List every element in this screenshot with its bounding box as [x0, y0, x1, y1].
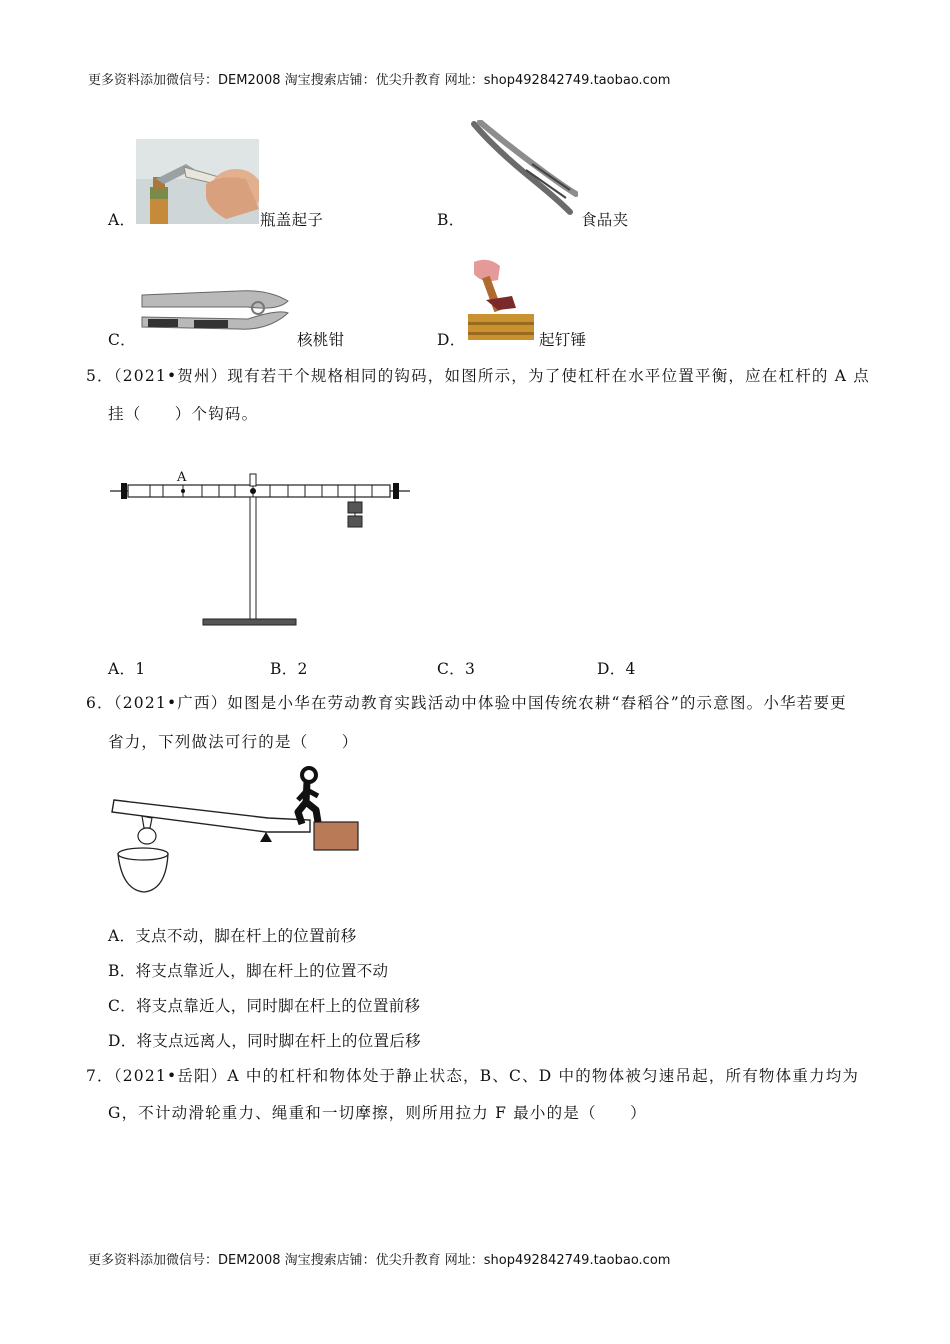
lever-point-a-label: A	[177, 470, 187, 485]
q6-stem-line2: 省力，下列做法可行的是（ ）	[108, 733, 359, 751]
q6-option-d: D．将支点远离人，同时脚在杆上的位置后移	[108, 1032, 421, 1050]
q4-option-c-letter: C．	[108, 331, 136, 349]
q5-option-b: B．2	[270, 660, 308, 678]
page-footer: 更多资料添加微信号：DEM2008 淘宝搜索店铺：优尖升教育 网址：shop492842749.taobao.com	[88, 1253, 671, 1268]
q4-option-a-letter: A．	[108, 211, 136, 229]
bottle-opener-image	[136, 139, 259, 224]
q4-option-c-caption: 核桃钳	[297, 331, 345, 349]
claw-hammer-image	[468, 256, 536, 342]
q6-option-a: A．支点不动，脚在杆上的位置前移	[108, 927, 357, 945]
q5-stem-line1: 5．（2021•贺州）现有若干个规格相同的钩码，如图所示，为了使杠杆在水平位置平衡，应在杠杆的 A 点	[86, 367, 870, 385]
q4-option-a-caption: 瓶盖起子	[260, 211, 324, 229]
food-tongs-image	[466, 120, 578, 220]
q4-option-d-caption: 起钉锤	[539, 331, 587, 349]
page-header: 更多资料添加微信号：DEM2008 淘宝搜索店铺：优尖升教育 网址：shop492842749.taobao.com	[88, 73, 671, 88]
q5-stem-line2: 挂（ ）个钩码。	[108, 405, 259, 423]
q5-option-a: A．1	[108, 660, 146, 678]
nutcracker-image	[138, 283, 293, 341]
lever-balance-figure	[108, 462, 413, 632]
q6-option-b: B．将支点靠近人，脚在杆上的位置不动	[108, 962, 389, 980]
rice-pounding-lever-figure	[108, 762, 363, 897]
q4-option-d-letter: D．	[437, 331, 466, 349]
q7-stem-line2: G，不计动滑轮重力、绳重和一切摩擦，则所用拉力 F 最小的是（ ）	[108, 1104, 647, 1122]
q4-option-b-caption: 食品夹	[581, 211, 629, 229]
q6-option-c: C．将支点靠近人，同时脚在杆上的位置前移	[108, 997, 421, 1015]
q7-stem-line1: 7．（2021•岳阳）A 中的杠杆和物体处于静止状态，B、C、D 中的物体被匀速吊起，所有物体重力均为	[86, 1067, 860, 1085]
q4-option-b-letter: B．	[437, 211, 465, 229]
q5-option-c: C．3	[437, 660, 476, 678]
q5-option-d: D．4	[597, 660, 636, 678]
q6-stem-line1: 6．（2021•广西）如图是小华在劳动教育实践活动中体验中国传统农耕“舂稻谷”的示意图。小华若要更	[86, 694, 847, 712]
